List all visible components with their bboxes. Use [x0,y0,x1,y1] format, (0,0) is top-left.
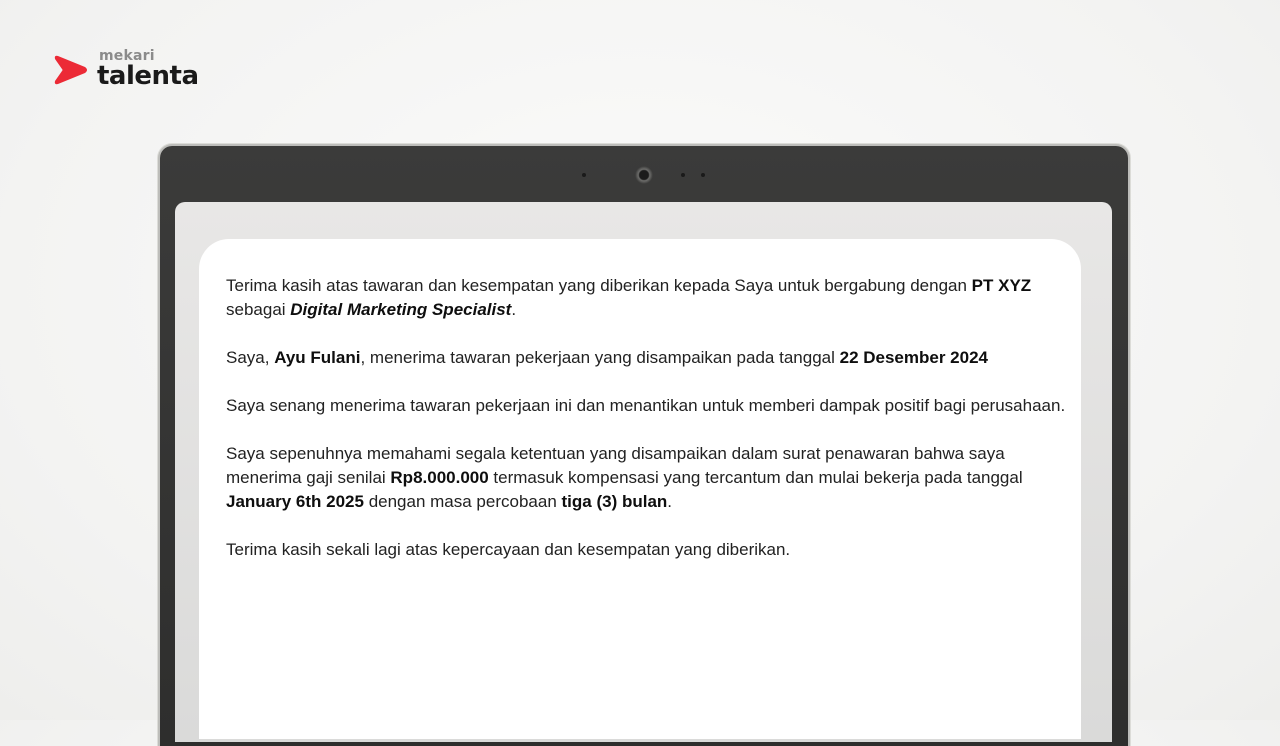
text: , menerima tawaran pekerjaan yang disampaikan pada tanggal [360,348,840,367]
probation-period: tiga (3) bulan [561,492,668,511]
offer-date: 22 Desember 2024 [839,348,988,367]
letter-paragraph-4 [226,442,1066,514]
letter-paragraph-5: Terima kasih sekali lagi atas kepercayaan dan kesempatan yang diberikan. [226,540,791,559]
sensor-dot [681,173,685,177]
camera-icon [635,166,653,184]
text: sebagai [226,300,291,319]
salary-amount: Rp8.000.000 [390,468,489,487]
text: termasuk kompensasi yang tercantum dan mulai bekerja pada tanggal [488,468,1023,487]
letter-paragraph-1 [226,274,1066,322]
text: Terima kasih atas tawaran dan kesempatan yang diberikan kepada Saya untuk bergabung dengan [226,276,972,295]
letter-paragraph-3: Saya senang menerima tawaran pekerjaan ini dan menantikan untuk memberi dampak positif bagi perusahaan. [226,396,1066,415]
job-position: Digital Marketing Specialist [290,300,512,319]
text: . [667,492,673,511]
letter-paragraph-2 [226,346,1066,370]
logo-main-text: talenta [97,61,199,91]
candidate-name: Ayu Fulani [274,348,361,367]
sensor-dot [582,173,586,177]
text: Saya, [226,348,275,367]
text: Saya sepenuhnya memahami segala ketentuan yang disampaikan dalam surat penawaran bahwa saya menerima gaji senilai [226,444,1005,487]
company-name: PT XYZ [971,276,1032,295]
acceptance-letter [226,274,1066,586]
start-date: January 6th 2025 [226,492,364,511]
logo-sub-text: mekari [99,48,155,64]
mekari-talenta-logo [54,48,214,94]
text: dengan masa percobaan [363,492,562,511]
talenta-arrow-icon [54,53,90,87]
text: . [511,300,517,319]
sensor-dot [701,173,705,177]
